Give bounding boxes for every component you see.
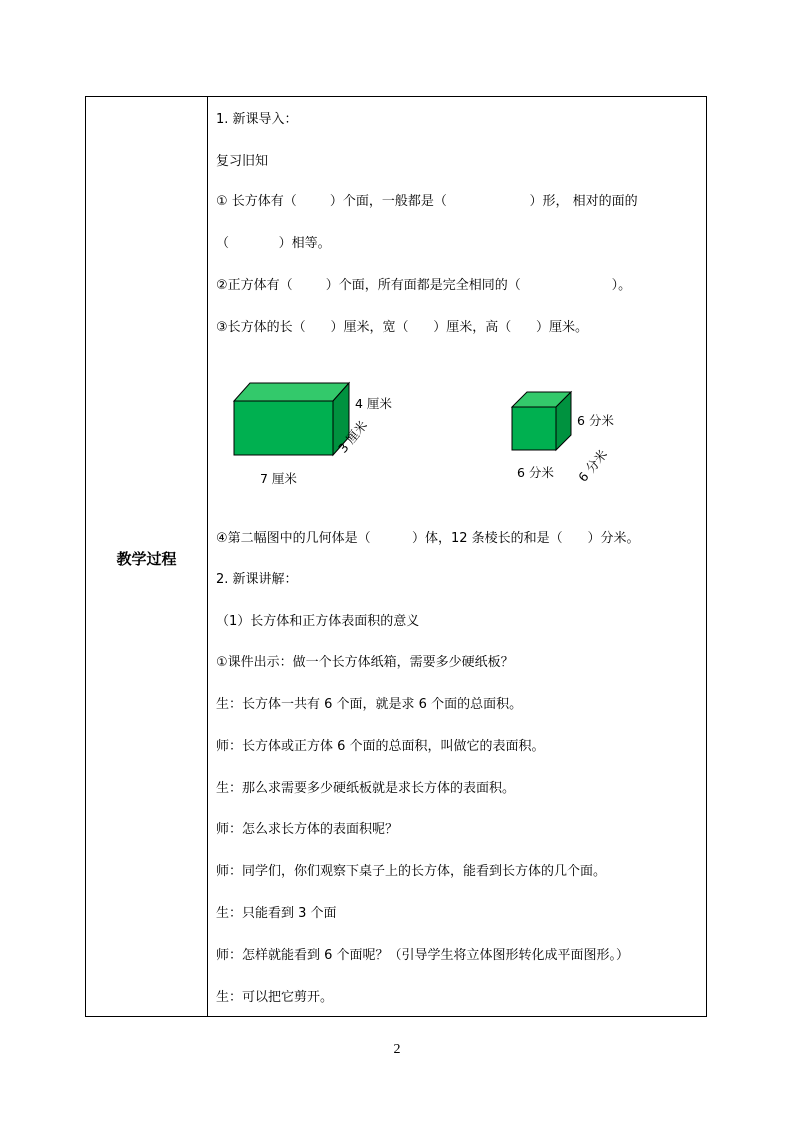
- cuboid-top-face: [234, 383, 349, 401]
- cube-front-face: [512, 407, 556, 450]
- dialogue-line-2: 师：长方体或正方体 6 个面的总面积，叫做它的表面积。: [216, 739, 545, 754]
- cube-width-label: 6 分米: [575, 446, 611, 485]
- dialogue-line-7: 师：怎样就能看到 6 个面呢？（引导学生将立体图形转化成平面图形。）: [216, 948, 630, 963]
- dialogue-line-4: 师：怎么求长方体的表面积呢？: [216, 822, 399, 837]
- cuboid-front-face: [234, 401, 333, 455]
- dialogue-line-3: 生：那么求需要多少硬纸板就是求长方体的表面积。: [216, 781, 516, 796]
- review-title: 复习旧知: [216, 154, 269, 169]
- cube-height-label: 6 分米: [577, 413, 614, 428]
- question-4: ④第二幅图中的几何体是（ ）体，12 条棱长的和是（ ）分米。: [216, 531, 640, 546]
- cube-length-label: 6 分米: [517, 465, 554, 480]
- cuboid-height-label: 4 厘米: [355, 396, 392, 411]
- dialogue-line-8: 生：可以把它剪开。: [216, 990, 334, 1005]
- section-label: 教学过程: [116, 550, 177, 568]
- cuboid-length-label: 7 厘米: [260, 471, 297, 486]
- cuboid-width-label: 3 厘米: [335, 417, 371, 456]
- dialogue-line-6: 生：只能看到 3 个面: [216, 906, 337, 921]
- page-number: 2: [393, 1042, 401, 1057]
- question-1: ① 长方体有（ ）个面，一般都是（ ）形， 相对的面的: [216, 194, 638, 209]
- heading-new-lesson: 2. 新课讲解：: [216, 572, 298, 587]
- cube-figure: [512, 392, 571, 450]
- dialogue-line-5: 师：同学们，你们观察下桌子上的长方体，能看到长方体的几个面。: [216, 864, 607, 879]
- subheading-surface-area: （1）长方体和正方体表面积的意义: [216, 614, 420, 629]
- courseware-prompt: ①课件出示：做一个长方体纸箱，需要多少硬纸板？: [216, 655, 514, 670]
- question-2: ②正方体有（ ）个面，所有面都是完全相同的（ ）。: [216, 278, 632, 293]
- heading-intro: 1. 新课导入：: [216, 112, 298, 127]
- cuboid-figure: [234, 383, 349, 455]
- dialogue-line-1: 生：长方体一共有 6 个面，就是求 6 个面的总面积。: [216, 697, 523, 712]
- question-3: ③长方体的长（ ）厘米，宽（ ）厘米，高（ ）厘米。: [216, 320, 589, 335]
- question-1-cont: （ ）相等。: [216, 236, 331, 251]
